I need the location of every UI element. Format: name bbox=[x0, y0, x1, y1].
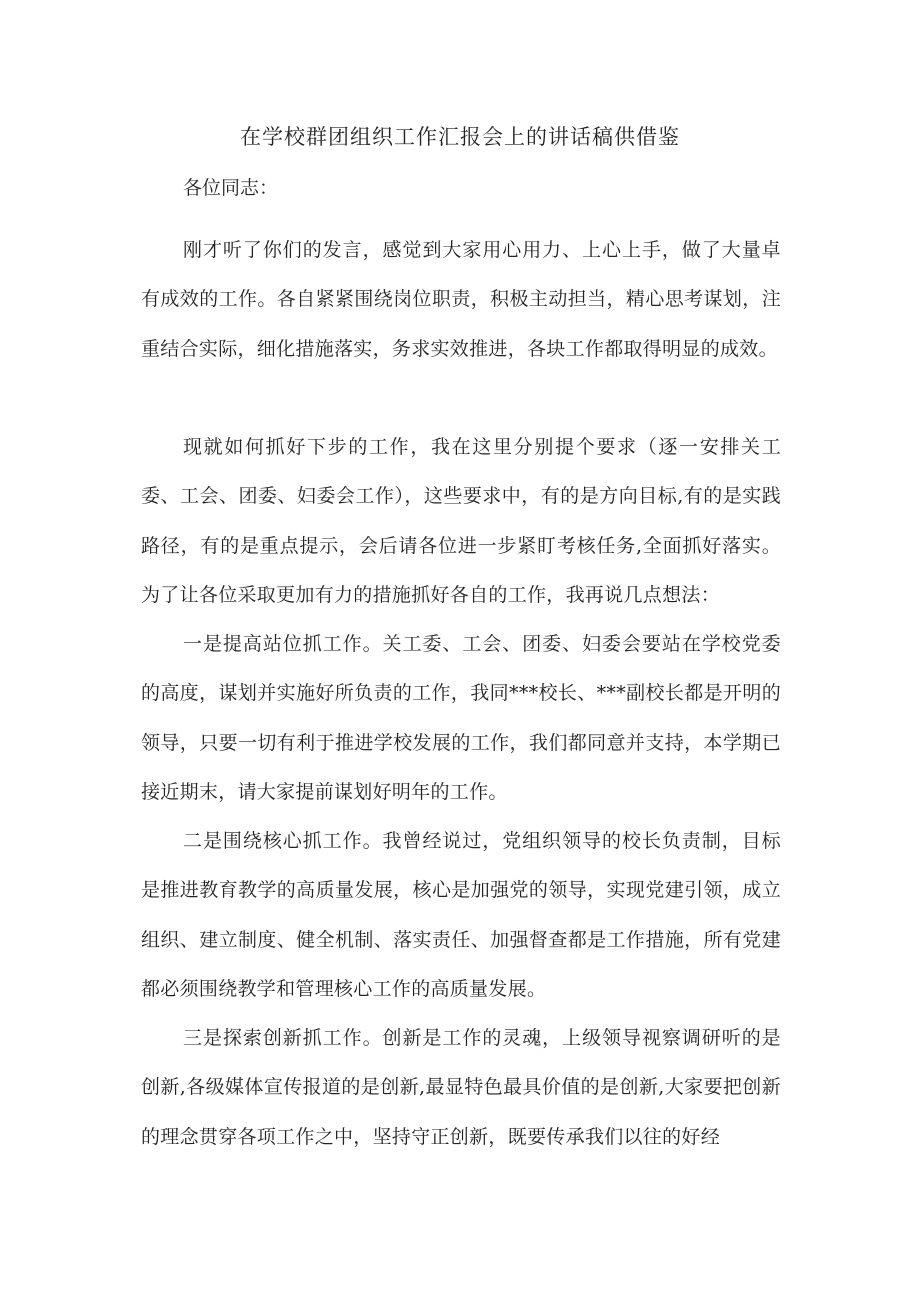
paragraph-feedback: 刚才听了你们的发言，感觉到大家用心用力、上心上手，做了大量卓有成效的工作。各自紧紧围绕岗位职责，积极主动担当，精心思考谋划，注重结合实际，细化措施落实，务求实效推进，各块工作都取得明显的成效。 bbox=[141, 239, 781, 360]
paragraph-point-three: 三是探索创新抓工作。创新是工作的灵魂，上级领导视察调研听的是创新,各级媒体宣传报道的是创新,最显特色最具价值的是创新,大家要把创新的理念贯穿各项工作之中，坚持守正创新，既要传承我们以往的好经 bbox=[141, 1027, 781, 1148]
salutation: 各位同志： bbox=[183, 177, 279, 199]
document-title: 在学校群团组织工作汇报会上的讲话稿供借鉴 bbox=[240, 125, 680, 149]
paragraph-point-one: 一是提高站位抓工作。关工委、工会、团委、妇委会要站在学校党委的高度，谋划并实施好所负责的工作，我同***校长、***副校长都是开明的领导，只要一切有利于推进学校发展的工作，我们都同意并支持，本学期已接近期末，请大家提前谋划好明年的工作。 bbox=[141, 633, 781, 803]
paragraph-point-two: 二是围绕核心抓工作。我曾经说过，党组织领导的校长负责制，目标是推进教育教学的高质量发展，核心是加强党的领导，实现党建引领，成立组织、建立制度、健全机制、落实责任、加强督查都是工作措施，所有党建都必须围绕教学和管理核心工作的高质量发展。 bbox=[141, 830, 781, 1000]
paragraph-requirements: 现就如何抓好下步的工作，我在这里分别提个要求（逐一安排关工委、工会、团委、妇委会工作），这些要求中，有的是方向目标,有的是实践路径，有的是重点提示，会后请各位进一步紧盯考核任务,全面抓好落实。为了让各位采取更加有力的措施抓好各自的工作，我再说几点想法： bbox=[141, 436, 781, 606]
